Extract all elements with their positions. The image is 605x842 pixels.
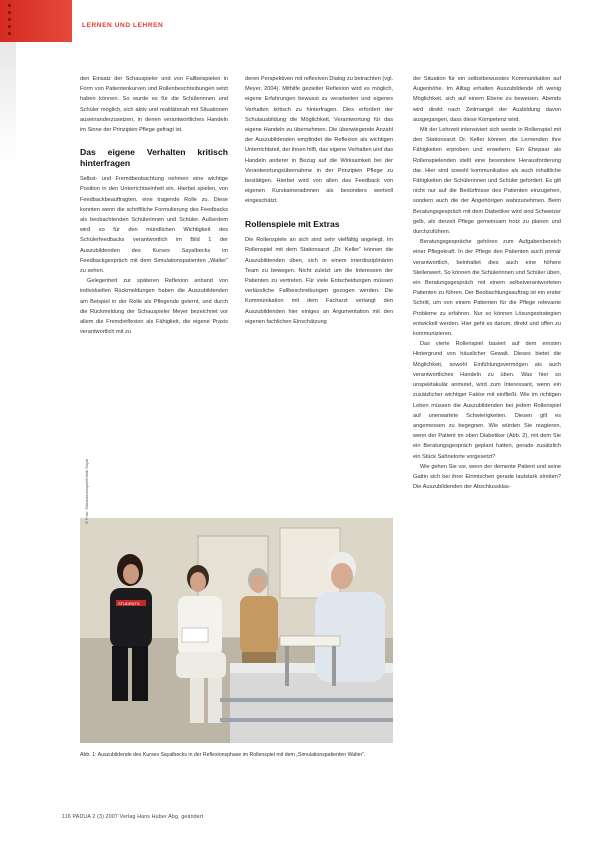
text-column-3	[413, 74, 561, 492]
text-column-2	[245, 74, 393, 327]
paragraph: Mit der Lehrzeit intensiviert sich werde in Rollenspiel mit den Stationsarzt Dr. Keller können die Lernenden ihre Fähigkeiten erproben und erweitern. Ein Ehepaar als Rollenspielenden stellt eine besondere Herausforderung dar. Hier sind sowohl kommunikative als auch inhaltliche Fähigkeiten der Schülerinnen und Schüler gefordert. Es gilt nicht nur auf die Bedürfnisse des Patienten einzugehen, sondern auch die der Angehörigen wahrzunehmen. Beim Beratungsgespräch mit dem Diabetiker wird sind Schweizer gelb, als derzeit Pflege gemeinsam trotz zu planen und durchzuführen.	[413, 127, 561, 236]
paragraph: Das vierte Rollenspiel basiert auf dem ernsten Hintergrund von häuslicher Gewalt. Dieses bietet die Möglichkeit, sowohl Einfühlungsvermögen als auch verantwortliches Handeln zu üben. Was hier so unspektakulär anmutet, wird zum Interessant, wenn ein zusätzlicher wichtiger Faktor mit einfließt. Wie im richtigen Leben müssen die Auszubildenden bei jedem Rollenspiel auf unerwartete Schwierigkeiten. Diesen gilt es angemessen zu begegnen. Wie würden Sie reagieren, wenn der Patient im oben Diabetiker (Abb. 2), mit dem Sie ein Beratungsgespräch geplant hatten, gerade zusätzlich ein Stück Sahnetorte vorgesetzt?	[413, 341, 561, 460]
section-heading: Das eigene Verhalten kritisch hinterfragen	[80, 147, 228, 168]
page-edge-strip	[0, 42, 16, 162]
figure-photo	[80, 518, 393, 743]
paragraph: den Einsatz der Schauspieler und von Fallbeispielen in Form von Patientenkurven und Rollenbeschreibungen setzt haben können. So wurde es für die Schülerinnen und Schüler möglich, sich aktiv und realitätsnah mit Situationen auseinanderzusetzen, in denen verantwortliches Handeln im Sinne der Prinzipien Pflege gefragt ist.	[80, 76, 228, 134]
paragraph: deren Perspektiven mit reflexiven Dialog zu betrachten (vgl. Meyer, 2004). Mithilfe gezielter Reflexion wird es möglich, eigene Erfahrungen bewusst zu verarbeiten und eigenes Verhalten kritisch zu hinterfragen. Dies erfordert der Schulausbildung die Möglichkeit, Verantwortung für das eigene Handeln zu übernehmen. Die überwiegende Anzahl der Auszubildenden empfindet die Reflexion als wichtigen Unterrichtsteil, der ihnen hilft, das eigene Verhalten und das Handeln anderer in Bezug auf die Wirksamkeit bei der Verantwortungsübernahme in der Prinzipien Pflege zu bestätigen. Hierbei wird von allen das Feedback von eigenen Kurskameradinnen als besonders wertvoll eingeschätzt.	[245, 76, 394, 205]
photo-scene	[80, 518, 393, 743]
page-footer: 116 PADUA 2 (3) 2007 Verlag Hans Huber Abg. geändert	[62, 814, 204, 820]
header-bar	[0, 0, 605, 42]
paragraph: Wie gehen Sie vor, wenn der demente Patient und seine Gattin sich bei ihrer Einmischen gerade lautstark streiten? Die Auszubildenden der Abschlussklas-	[413, 463, 561, 491]
header-band	[72, 0, 605, 42]
shirt-text: STUDENTS	[118, 601, 140, 606]
paragraph: Selbst- und Fremdbeobachtung nehmen eine wichtige Position in den Unterrichtseinheit ein. Hierbei spielen, von Feedbackbeauftragten, eine tragende Rolle zu. Diese konnten wenn die schriftliche Formulierung des Feedbacks als beobachtenden Schülerinnen und Schüler. Außerdem wird so für den mündlichen Wichtigkeit des Schülerfeedbacks verantwortlich im Bild 1 der Auszubildenden des Kurses Sayalbecks im Feedbackgespräch mit dem Simulationspatienten „Walter“ zu sehen.	[80, 176, 228, 275]
text-column-1	[80, 74, 228, 337]
section-heading: Rollenspiele mit Extras	[245, 218, 340, 229]
section-label: LERNEN UND LEHREN	[82, 22, 164, 29]
figure-caption: Abb. 1: Auszubildende des Kurses Sayalbecks in der Reflexionsphase im Rollenspiel mit dem „Simulationspatienten Walter“.	[80, 752, 366, 758]
paragraph: Beratungsgespräche gehören zum Aufgabenbereich einer Pflegekraft. In der Pflege den Patienten auch primär verantwortlich, beinhaltet dies auch eine höhere Stellenwert. So können die Schülerinnen und Schüler üben, ein Beratungsgespräch mit einem selbstverantworteten Patienten zu führen. Der Beobachtungsauftrag ist ein erster Schritt, um von einem Patienten für die Pflege relevante Probleme zu erfahren. Nur so können Lösungsstrategien entwickelt werden. Hier geht es darum, direkt und offen zu kommunizieren.	[413, 239, 561, 338]
paragraph: Die Rollenspiele an sich sind sehr vielfältig angelegt. Im Rollenspiel mit dem Stationsarzt „Dr. Keller“ können die Auszubildenden üben, sich in einem interdisziplinären Team zu bewegen. Nicht zuletzt um die Interessen der Patienten zu vertreten. Für viele Entscheidungen müssen verlässliche Fallbeschreibungen gezogen werden. Die Kommunikation mit dem Facharzt verlangt den Auszubildenden hier einiges an Argumentation mit den eigenen fachlichen Einschätzung	[245, 237, 393, 325]
photo-credit: © Foto: Simulationsspiel/Klinik Sayal	[84, 459, 89, 524]
header-red-block	[0, 0, 72, 42]
paragraph: der Situation für ein selbstbewusstes Kommunikation auf Augenhöhe. Im Alltag erhalten Auszubildende oft wenig Möglichkeit, sich auf einem Ebene zu beweisen. Abends wird direkt nach Zeitmangel der Ausbildung davon ausgegangen, dass diese Kompetenz wird.	[413, 76, 561, 123]
paragraph: Gelegenheit zur späteren Reflexion anhand von individuellen Rückmeldungen haben die Auszubildenden am Beispiel in der Rolle als Pflegende gelernt, und durch die Rückmeldung der Schauspieler Meyer bezeichnet vor allem die Fremdreflexion als Fähigkeit, die eigene Praxis verantwortlich mit zu	[80, 278, 228, 336]
